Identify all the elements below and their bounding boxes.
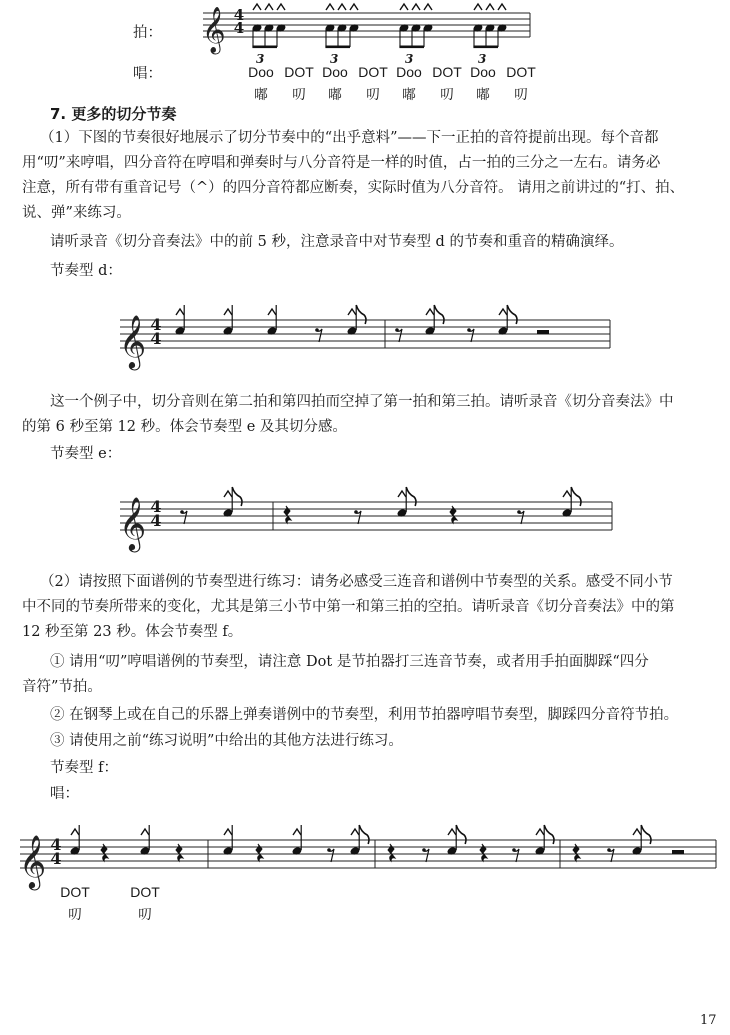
syllable-cn: 叨 xyxy=(68,907,82,923)
rhythm-label-d: 节奏型 d： xyxy=(50,263,122,279)
syllable: Doo xyxy=(470,64,496,80)
syllable-cn: 嘟 xyxy=(328,87,342,103)
clap-label: 拍： xyxy=(133,25,162,41)
paragraph-line: 说、弹”来练习。 xyxy=(22,205,131,221)
paragraph-line: （1）下图的节奏很好地展示了切分节奏中的“出乎意料”——下一正拍的音符提前出现。每个音都 xyxy=(40,130,659,146)
step-line: 音符”节拍。 xyxy=(22,679,102,695)
marcato-accent xyxy=(536,829,544,835)
half-rest xyxy=(672,850,684,854)
syllable: DOT xyxy=(358,64,388,80)
eighth-rest-stroke xyxy=(424,849,429,862)
marcato-accent xyxy=(351,829,359,835)
marcato-accent xyxy=(448,829,456,835)
step-line: ③ 请使用之前“练习说明”中给出的其他方法进行练习。 xyxy=(50,733,403,749)
marcato-accent xyxy=(224,829,232,835)
syllable: DOT xyxy=(130,884,160,900)
treble-clef-icon: 𝄞 xyxy=(19,834,47,888)
treble-clef-icon: 𝄞 xyxy=(119,314,147,368)
syllable-cn: 叨 xyxy=(440,87,454,103)
marcato-accent xyxy=(71,829,79,835)
eighth-rest-stroke xyxy=(514,849,519,862)
paragraph-line: 注意，所有带有重音记号（^）的四分音符都应断奏，实际时值为八分音符。 请用之前讲过的“打、拍、 xyxy=(22,180,685,196)
treble-clef-icon: 𝄞 xyxy=(119,496,147,550)
paragraph-line: 12 秒至第 23 秒。体会节奏型 f。 xyxy=(22,624,243,640)
triplet-mark-2: 3 xyxy=(330,52,339,66)
page-number: 17 xyxy=(700,1013,717,1028)
flag xyxy=(456,825,466,844)
syllable-cn: 叨 xyxy=(366,87,380,103)
time-signature-f: 4 4 xyxy=(50,835,62,868)
syllable: DOT xyxy=(432,64,462,80)
flag xyxy=(544,825,554,844)
syllable: Doo xyxy=(322,64,348,80)
flag xyxy=(641,825,651,844)
syllable-cn: 嘟 xyxy=(476,87,490,103)
syllable: Doo xyxy=(396,64,422,80)
triplet-mark-4: 3 xyxy=(478,52,487,66)
syllable-cn: 叨 xyxy=(514,87,528,103)
time-signature-top: 4 4 xyxy=(233,6,245,37)
syllable-cn: 嘟 xyxy=(402,87,416,103)
syllable-cn: 叨 xyxy=(138,907,152,923)
section-heading: 7. 更多的切分节奏 xyxy=(50,105,177,123)
triplet-mark-3: 3 xyxy=(405,52,414,66)
syllable: DOT xyxy=(284,64,314,80)
marcato-accent xyxy=(633,829,641,835)
paragraph-line: 用“叨”来哼唱，四分音符在哼唱和弹奏时与八分音符是一样的时值，占一拍的三分之一左右。请务必 xyxy=(22,155,661,171)
sing-label-f: 唱： xyxy=(50,786,79,802)
syllable: Doo xyxy=(248,64,274,80)
paragraph-line: 请听录音《切分音奏法》中的前 5 秒，注意录音中对节奏型 d 的节奏和重音的精确演绎。 xyxy=(50,234,624,250)
sing-label: 唱： xyxy=(133,66,162,82)
paragraph-line: 中不同的节奏所带来的变化，尤其是第三小节中第一和第三拍的空拍。请听录音《切分音奏法》中的第 xyxy=(22,599,675,615)
syllable-cn: 叨 xyxy=(292,87,306,103)
rhythm-label-f: 节奏型 f： xyxy=(50,760,118,776)
step-line: ② 在钢琴上或在自己的乐器上弹奏谱例中的节奏型，利用节拍器哼唱节奏型，脚踩四分音符节拍。 xyxy=(50,707,679,723)
marcato-accent xyxy=(141,829,149,835)
syllable: DOT xyxy=(506,64,536,80)
eighth-rest-stroke xyxy=(609,849,614,862)
eighth-rest-stroke xyxy=(329,849,334,862)
paragraph-line: 这一个例子中，切分音则在第二拍和第四拍而空掉了第一拍和第三拍。请听录音《切分音奏法》中 xyxy=(50,394,674,410)
syllable-cn: 嘟 xyxy=(254,87,268,103)
syllable: DOT xyxy=(60,884,90,900)
time-signature-e: 4 4 xyxy=(150,497,162,530)
time-signature-d: 4 4 xyxy=(150,315,162,348)
rhythm-label-e: 节奏型 e： xyxy=(50,446,122,462)
treble-clef-icon: 𝄞 xyxy=(202,7,226,53)
flag xyxy=(359,825,369,844)
marcato-accent xyxy=(293,829,301,835)
step-line: ① 请用“叨”哼唱谱例的节奏型，请注意 Dot 是节拍器打三连音节奏，或者用手拍面脚踩“四分 xyxy=(50,654,649,670)
triplet-mark-1: 3 xyxy=(256,52,265,66)
paragraph-line: 的第 6 秒至第 12 秒。体会节奏型 e 及其切分感。 xyxy=(22,419,347,435)
paragraph-line: （2）请按照下面谱例的节奏型进行练习：请务必感受三连音和谱例中节奏型的关系。感受不同小节 xyxy=(40,574,673,590)
